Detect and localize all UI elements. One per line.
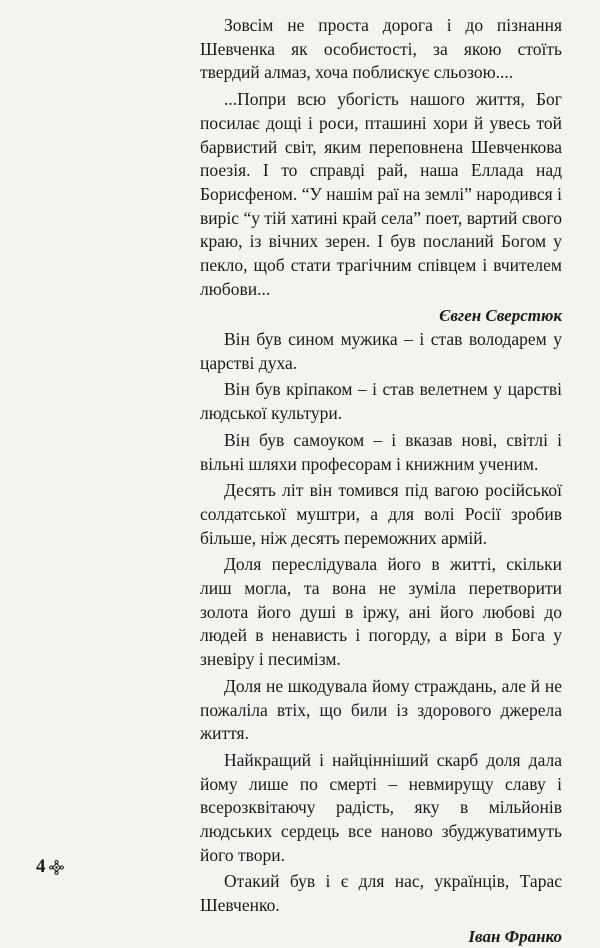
quote2-author: Іван Франко [468,926,562,946]
quote2-paragraph-5: Доля переслідувала його в житті, скільки лиш могла, та вона не зуміла перетворити золота його душі в іржу, ані його любові до людей в ненависть і погорду, а віри в Бога у зневіру і песимізм. [200,554,562,670]
flower-ornament-icon [49,860,64,875]
quote-sverstiuk [200,14,562,327]
quote1-paragraph-1: Зовсім не проста дорога і до пізнання Шевченка як особистості, за якою стоїть твердий алмаз, хоча поблискує сльозою.... [200,15,562,83]
quote2-paragraph-3: Він був самоуком – і вказав нові, світлі і вільні шляхи професорам і книжним ученим. [200,429,562,474]
quote2-paragraph-4: Десять літ він томився під вагою російської солдатської муштри, а для волі Росії зробив більше, ніж десять переможних армій. [200,480,562,548]
page-number: 4 [36,856,46,877]
quote1-paragraph-2: ...Попри всю убогість нашого життя, Бог посилає дощі і роси, пташині хори й увесь той барвистий світ, яким переповнена Шевченкова поезія. І то справді рай, наша Еллада над Борисфеном. “У нашім раї на землі” народився і виріс “у тій хатині край села” поет, вартий свого краю, із вічних зерен. І був посланий Богом у пекло, щоб стати трагічним співцем і вчителем любови... [200,89,562,299]
page-folio [36,856,64,878]
quote2-paragraph-2: Він був кріпаком – і став велетнем у царстві людської культури. [200,379,562,424]
quote2-paragraph-8: Отакий був і є для нас, українців, Тарас Шевченко. [200,871,562,916]
quote1-author: Євген Сверстюк [439,306,562,326]
quote-franko [200,328,562,948]
quote2-paragraph-6: Доля не шкодувала йому страждань, але й не пожаліла втіх, що били із здорового джерела життя. [200,675,562,744]
quote2-paragraph-1: Він був сином мужика – і став володарем у царстві духа. [200,329,562,373]
quote2-paragraph-7: Найкращий і найцінніший скарб доля дала йому лише по смерті – невмирущу славу і всерозквітаючу радість, яку в мільйонів людських сердець все наново збуджуватимуть його твори. [200,749,562,865]
